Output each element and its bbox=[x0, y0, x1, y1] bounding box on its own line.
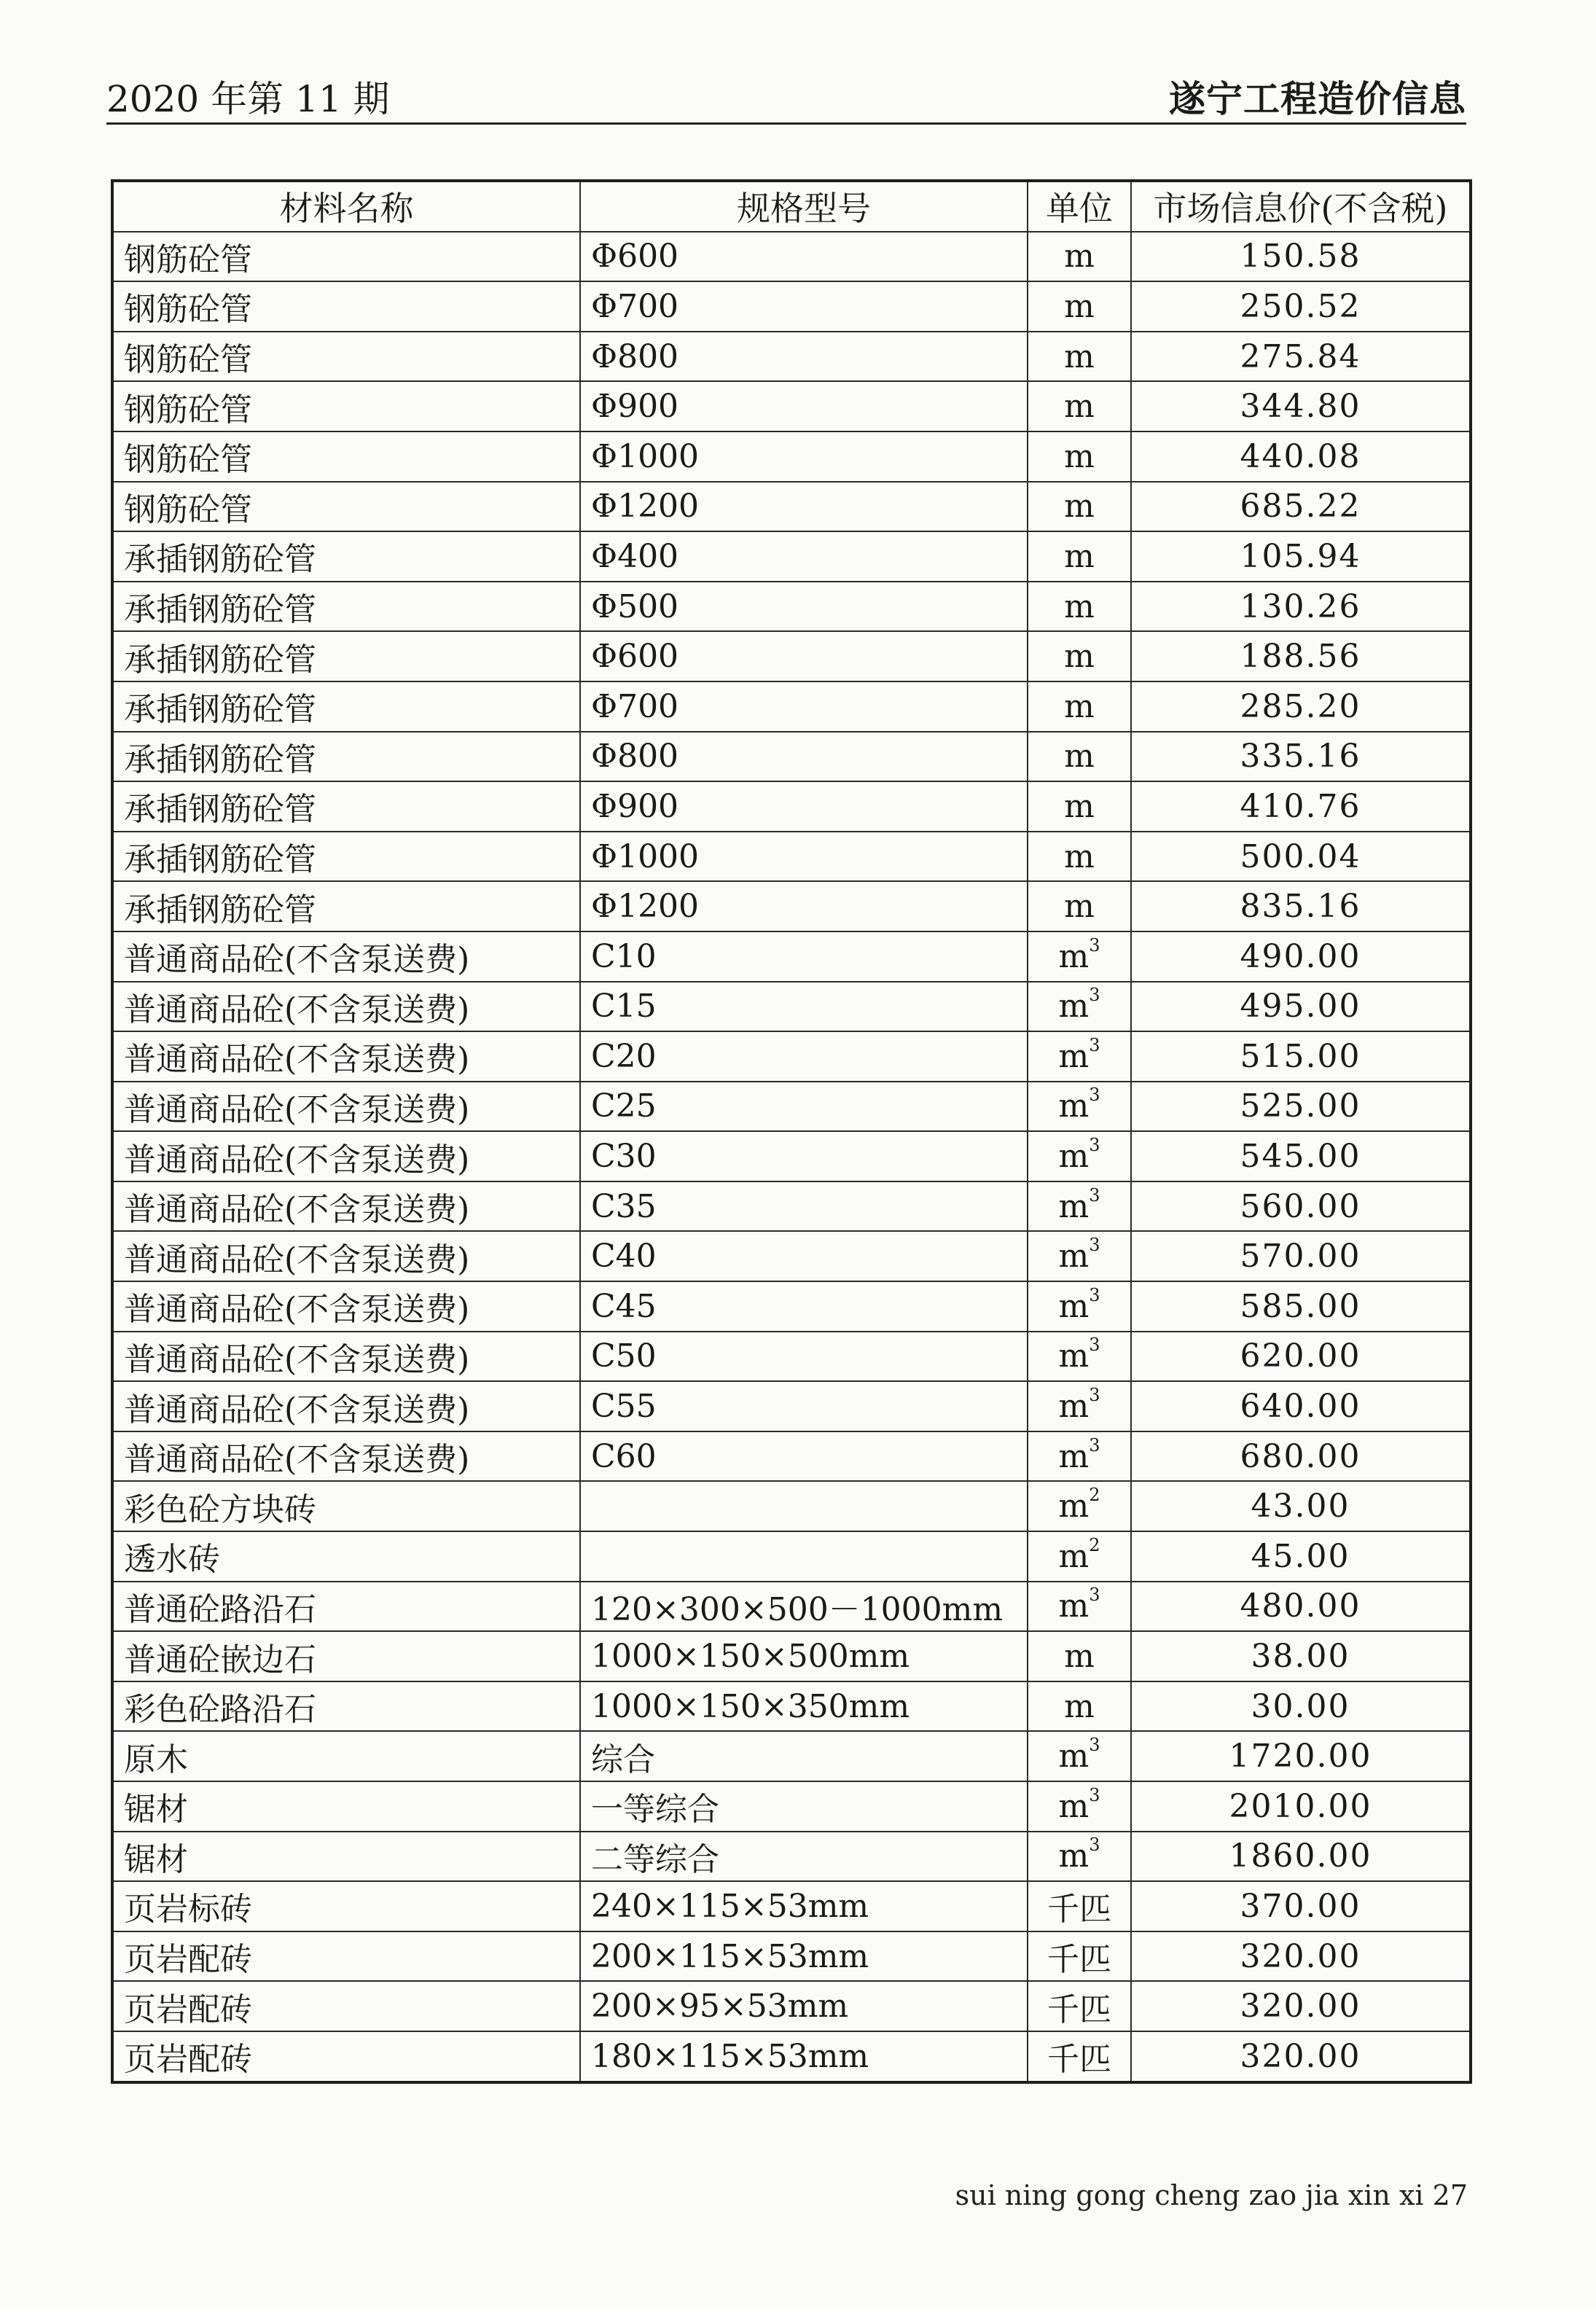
unit-base: m bbox=[1064, 337, 1095, 375]
cell-spec: 1000×150×350mm bbox=[580, 1681, 1028, 1732]
cell-spec: C30 bbox=[580, 1131, 1028, 1181]
cell-price: 835.16 bbox=[1131, 881, 1471, 931]
table-row bbox=[112, 1931, 1471, 1982]
cell-price: 560.00 bbox=[1131, 1181, 1471, 1232]
unit-base: m bbox=[1064, 837, 1095, 875]
cell-material-name: 彩色砼路沿石 bbox=[112, 1681, 580, 1732]
table-row bbox=[112, 1981, 1471, 2031]
cell-price: 545.00 bbox=[1131, 1131, 1471, 1181]
cell-unit bbox=[1028, 881, 1131, 931]
unit-exponent: 3 bbox=[1089, 1835, 1100, 1856]
cell-spec: Φ500 bbox=[580, 582, 1028, 632]
cell-spec: Φ800 bbox=[580, 332, 1028, 382]
cell-material-name: 普通商品砼(不含泵送费) bbox=[112, 1431, 580, 1482]
cell-material-name: 承插钢筋砼管 bbox=[112, 832, 580, 882]
cell-unit bbox=[1028, 1881, 1131, 1931]
cell-price: 525.00 bbox=[1131, 1082, 1471, 1132]
table-row bbox=[112, 582, 1471, 632]
cell-spec: 200×95×53mm bbox=[580, 1981, 1028, 2031]
unit-exponent: 3 bbox=[1089, 1085, 1100, 1106]
unit-exponent: 3 bbox=[1089, 1135, 1100, 1156]
cell-spec: Φ600 bbox=[580, 631, 1028, 681]
cell-price: 2010.00 bbox=[1131, 1781, 1471, 1832]
cell-price: 344.80 bbox=[1131, 381, 1471, 431]
cell-price: 130.26 bbox=[1131, 582, 1471, 632]
cell-spec: Φ700 bbox=[580, 281, 1028, 332]
unit-base: m bbox=[1058, 988, 1090, 1025]
table-row bbox=[112, 482, 1471, 532]
cell-unit bbox=[1028, 1031, 1131, 1082]
cell-material-name: 钢筋砼管 bbox=[112, 232, 580, 282]
cell-price: 335.16 bbox=[1131, 732, 1471, 782]
cell-price: 570.00 bbox=[1131, 1231, 1471, 1281]
cell-material-name: 普通商品砼(不含泵送费) bbox=[112, 931, 580, 982]
cell-spec: C60 bbox=[580, 1431, 1028, 1482]
cell-price: 250.52 bbox=[1131, 281, 1471, 332]
cell-spec: C20 bbox=[580, 1031, 1028, 1082]
table-row bbox=[112, 1131, 1471, 1181]
unit-base: m bbox=[1064, 388, 1095, 426]
cell-unit bbox=[1028, 1781, 1131, 1832]
cell-price: 495.00 bbox=[1131, 982, 1471, 1032]
cell-material-name: 承插钢筋砼管 bbox=[112, 582, 580, 632]
unit-base: m bbox=[1058, 1537, 1090, 1575]
table-row bbox=[112, 531, 1471, 582]
cell-unit bbox=[1028, 1181, 1131, 1232]
cell-unit bbox=[1028, 1381, 1131, 1431]
table-row bbox=[112, 1332, 1471, 1382]
cell-unit bbox=[1028, 1531, 1131, 1582]
table-row bbox=[112, 1082, 1471, 1132]
table-row bbox=[112, 1881, 1471, 1931]
unit-base: m bbox=[1064, 687, 1095, 725]
table-body bbox=[112, 232, 1471, 2082]
cell-material-name: 承插钢筋砼管 bbox=[112, 881, 580, 931]
table-row bbox=[112, 781, 1471, 832]
unit-base: m bbox=[1064, 1687, 1095, 1725]
price-table bbox=[111, 179, 1472, 2084]
cell-material-name: 普通商品砼(不含泵送费) bbox=[112, 982, 580, 1032]
cell-spec: Φ1000 bbox=[580, 431, 1028, 482]
cell-unit bbox=[1028, 681, 1131, 732]
cell-spec: C15 bbox=[580, 982, 1028, 1032]
table-row bbox=[112, 232, 1471, 282]
unit-base: m bbox=[1064, 638, 1095, 676]
publication-title: 遂宁工程造价信息 bbox=[1169, 77, 1466, 120]
cell-material-name: 承插钢筋砼管 bbox=[112, 631, 580, 681]
unit-base: m bbox=[1064, 738, 1095, 775]
table-row bbox=[112, 881, 1471, 931]
cell-unit bbox=[1028, 1582, 1131, 1632]
table-row bbox=[112, 1781, 1471, 1832]
table-row bbox=[112, 1531, 1471, 1582]
table-row bbox=[112, 1231, 1471, 1281]
cell-unit bbox=[1028, 1431, 1131, 1482]
cell-unit bbox=[1028, 982, 1131, 1032]
table-row bbox=[112, 1481, 1471, 1531]
cell-spec: 120×300×500－1000mm bbox=[580, 1582, 1028, 1632]
cell-material-name: 普通砼嵌边石 bbox=[112, 1631, 580, 1681]
cell-price: 43.00 bbox=[1131, 1481, 1471, 1531]
cell-material-name: 承插钢筋砼管 bbox=[112, 531, 580, 582]
unit-base: m bbox=[1064, 287, 1095, 325]
cell-spec: Φ900 bbox=[580, 781, 1028, 832]
table-row bbox=[112, 1381, 1471, 1431]
cell-price: 320.00 bbox=[1131, 1981, 1471, 2031]
unit-exponent: 2 bbox=[1089, 1534, 1100, 1555]
table-row bbox=[112, 1832, 1471, 1882]
cell-material-name: 承插钢筋砼管 bbox=[112, 732, 580, 782]
table-row bbox=[112, 732, 1471, 782]
cell-material-name: 普通砼路沿石 bbox=[112, 1582, 580, 1632]
cell-unit bbox=[1028, 1131, 1131, 1181]
cell-unit bbox=[1028, 1731, 1131, 1781]
unit-base: 千匹 bbox=[1047, 1990, 1111, 2028]
cell-unit bbox=[1028, 631, 1131, 681]
cell-material-name: 普通商品砼(不含泵送费) bbox=[112, 1082, 580, 1132]
cell-price: 585.00 bbox=[1131, 1281, 1471, 1332]
cell-spec bbox=[580, 1531, 1028, 1582]
cell-material-name: 普通商品砼(不含泵送费) bbox=[112, 1332, 580, 1382]
unit-base: m bbox=[1058, 1187, 1090, 1225]
cell-spec: Φ600 bbox=[580, 232, 1028, 282]
unit-exponent: 3 bbox=[1089, 1235, 1100, 1256]
cell-spec: C45 bbox=[580, 1281, 1028, 1332]
cell-spec: Φ1000 bbox=[580, 832, 1028, 882]
unit-base: m bbox=[1058, 1337, 1090, 1375]
table-row bbox=[112, 1631, 1471, 1681]
table-row bbox=[112, 431, 1471, 482]
cell-price: 480.00 bbox=[1131, 1582, 1471, 1632]
unit-base: m bbox=[1064, 238, 1095, 276]
cell-spec: Φ1200 bbox=[580, 482, 1028, 532]
unit-base: m bbox=[1058, 1238, 1090, 1275]
unit-base: m bbox=[1064, 437, 1095, 475]
column-header-spec: 规格型号 bbox=[580, 181, 1028, 232]
unit-exponent: 3 bbox=[1089, 1335, 1100, 1356]
cell-material-name: 普通商品砼(不含泵送费) bbox=[112, 1231, 580, 1281]
cell-unit bbox=[1028, 381, 1131, 431]
table-row bbox=[112, 1031, 1471, 1082]
unit-exponent: 2 bbox=[1089, 1485, 1100, 1506]
cell-spec: Φ1200 bbox=[580, 881, 1028, 931]
cell-material-name: 普通商品砼(不含泵送费) bbox=[112, 1381, 580, 1431]
cell-material-name: 钢筋砼管 bbox=[112, 482, 580, 532]
table-row bbox=[112, 681, 1471, 732]
cell-material-name: 普通商品砼(不含泵送费) bbox=[112, 1281, 580, 1332]
unit-exponent: 3 bbox=[1089, 1034, 1100, 1055]
cell-unit bbox=[1028, 1981, 1131, 2031]
cell-material-name: 透水砖 bbox=[112, 1531, 580, 1582]
cell-unit bbox=[1028, 431, 1131, 482]
cell-unit bbox=[1028, 1332, 1131, 1382]
cell-spec: Φ700 bbox=[580, 681, 1028, 732]
cell-material-name: 承插钢筋砼管 bbox=[112, 781, 580, 832]
cell-price: 640.00 bbox=[1131, 1381, 1471, 1431]
unit-exponent: 3 bbox=[1089, 985, 1100, 1006]
cell-price: 320.00 bbox=[1131, 1931, 1471, 1982]
unit-base: 千匹 bbox=[1047, 2041, 1111, 2079]
unit-base: m bbox=[1058, 1787, 1090, 1825]
cell-material-name: 彩色砼方块砖 bbox=[112, 1481, 580, 1531]
cell-price: 1720.00 bbox=[1131, 1731, 1471, 1781]
cell-spec: C35 bbox=[580, 1181, 1028, 1232]
cell-price: 38.00 bbox=[1131, 1631, 1471, 1681]
cell-price: 620.00 bbox=[1131, 1332, 1471, 1382]
cell-unit bbox=[1028, 1481, 1131, 1531]
unit-base: m bbox=[1058, 1138, 1090, 1176]
cell-price: 285.20 bbox=[1131, 681, 1471, 732]
cell-unit bbox=[1028, 1832, 1131, 1882]
cell-spec: 240×115×53mm bbox=[580, 1881, 1028, 1931]
cell-material-name: 锯材 bbox=[112, 1832, 580, 1882]
unit-base: m bbox=[1064, 537, 1095, 575]
cell-unit bbox=[1028, 1681, 1131, 1732]
cell-price: 440.08 bbox=[1131, 431, 1471, 482]
unit-exponent: 3 bbox=[1089, 1385, 1100, 1406]
cell-unit bbox=[1028, 1281, 1131, 1332]
cell-price: 1860.00 bbox=[1131, 1832, 1471, 1882]
table-row bbox=[112, 381, 1471, 431]
cell-unit bbox=[1028, 232, 1131, 282]
cell-price: 515.00 bbox=[1131, 1031, 1471, 1082]
table-row bbox=[112, 1731, 1471, 1781]
cell-material-name: 承插钢筋砼管 bbox=[112, 681, 580, 732]
cell-material-name: 页岩配砖 bbox=[112, 1981, 580, 2031]
cell-price: 410.76 bbox=[1131, 781, 1471, 832]
cell-unit bbox=[1028, 781, 1131, 832]
cell-price: 30.00 bbox=[1131, 1681, 1471, 1732]
cell-price: 370.00 bbox=[1131, 1881, 1471, 1931]
cell-spec: 200×115×53mm bbox=[580, 1931, 1028, 1982]
cell-price: 45.00 bbox=[1131, 1531, 1471, 1582]
table-row bbox=[112, 631, 1471, 681]
table-row bbox=[112, 281, 1471, 332]
cell-spec: C40 bbox=[580, 1231, 1028, 1281]
table-row bbox=[112, 1681, 1471, 1732]
cell-material-name: 原木 bbox=[112, 1731, 580, 1781]
cell-price: 275.84 bbox=[1131, 332, 1471, 382]
cell-material-name: 钢筋砼管 bbox=[112, 332, 580, 382]
header-rule bbox=[106, 122, 1466, 125]
cell-price: 188.56 bbox=[1131, 631, 1471, 681]
cell-material-name: 钢筋砼管 bbox=[112, 431, 580, 482]
cell-spec: 180×115×53mm bbox=[580, 2031, 1028, 2082]
cell-spec: C10 bbox=[580, 931, 1028, 982]
unit-base: m bbox=[1058, 1037, 1090, 1075]
cell-price: 320.00 bbox=[1131, 2031, 1471, 2082]
cell-unit bbox=[1028, 482, 1131, 532]
unit-base: m bbox=[1058, 937, 1090, 975]
table-row bbox=[112, 332, 1471, 382]
cell-material-name: 页岩标砖 bbox=[112, 1881, 580, 1931]
table-row bbox=[112, 2031, 1471, 2082]
unit-exponent: 3 bbox=[1089, 1585, 1100, 1606]
cell-spec: 综合 bbox=[580, 1731, 1028, 1781]
table-header-row bbox=[112, 181, 1471, 232]
cell-price: 105.94 bbox=[1131, 531, 1471, 582]
cell-unit bbox=[1028, 531, 1131, 582]
cell-unit bbox=[1028, 1931, 1131, 1982]
cell-spec: C50 bbox=[580, 1332, 1028, 1382]
unit-exponent: 3 bbox=[1089, 934, 1100, 956]
table-row bbox=[112, 1181, 1471, 1232]
unit-exponent: 3 bbox=[1089, 1784, 1100, 1805]
unit-base: m bbox=[1064, 488, 1095, 526]
unit-base: m bbox=[1058, 1837, 1090, 1875]
cell-spec: Φ400 bbox=[580, 531, 1028, 582]
table-row bbox=[112, 931, 1471, 982]
cell-material-name: 锯材 bbox=[112, 1781, 580, 1832]
unit-base: m bbox=[1058, 1388, 1090, 1426]
unit-base: 千匹 bbox=[1047, 1891, 1111, 1929]
unit-base: m bbox=[1064, 1638, 1095, 1676]
cell-spec bbox=[580, 1481, 1028, 1531]
column-header-name: 材料名称 bbox=[112, 181, 580, 232]
cell-spec: Φ800 bbox=[580, 732, 1028, 782]
cell-material-name: 页岩配砖 bbox=[112, 1931, 580, 1982]
cell-unit bbox=[1028, 1082, 1131, 1132]
cell-unit bbox=[1028, 1231, 1131, 1281]
unit-base: m bbox=[1064, 587, 1095, 625]
unit-base: m bbox=[1064, 888, 1095, 926]
unit-base: m bbox=[1058, 1738, 1090, 1775]
unit-base: m bbox=[1058, 1087, 1090, 1125]
unit-exponent: 3 bbox=[1089, 1184, 1100, 1206]
issue-label: 2020 年第 11 期 bbox=[106, 78, 390, 120]
unit-base: m bbox=[1058, 1287, 1090, 1325]
cell-unit bbox=[1028, 1631, 1131, 1681]
cell-spec: 一等综合 bbox=[580, 1781, 1028, 1832]
cell-unit bbox=[1028, 732, 1131, 782]
table-row bbox=[112, 982, 1471, 1032]
unit-base: m bbox=[1058, 1437, 1090, 1475]
cell-price: 685.22 bbox=[1131, 482, 1471, 532]
cell-material-name: 钢筋砼管 bbox=[112, 381, 580, 431]
cell-unit bbox=[1028, 281, 1131, 332]
cell-spec: 二等综合 bbox=[580, 1832, 1028, 1882]
unit-exponent: 3 bbox=[1089, 1434, 1100, 1456]
page-header bbox=[106, 70, 1466, 125]
cell-spec: C55 bbox=[580, 1381, 1028, 1431]
unit-exponent: 3 bbox=[1089, 1735, 1100, 1756]
unit-base: m bbox=[1058, 1587, 1090, 1625]
unit-exponent: 3 bbox=[1089, 1284, 1100, 1305]
unit-base: 千匹 bbox=[1047, 1941, 1111, 1979]
cell-material-name: 钢筋砼管 bbox=[112, 281, 580, 332]
cell-price: 150.58 bbox=[1131, 232, 1471, 282]
cell-spec: 1000×150×500mm bbox=[580, 1631, 1028, 1681]
cell-unit bbox=[1028, 832, 1131, 882]
cell-material-name: 普通商品砼(不含泵送费) bbox=[112, 1181, 580, 1232]
column-header-unit: 单位 bbox=[1028, 181, 1131, 232]
cell-material-name: 页岩配砖 bbox=[112, 2031, 580, 2082]
cell-price: 500.04 bbox=[1131, 832, 1471, 882]
table-row bbox=[112, 832, 1471, 882]
page-footer: sui ning gong cheng zao jia xin xi 27 bbox=[955, 2179, 1468, 2211]
cell-spec: Φ900 bbox=[580, 381, 1028, 431]
table-row bbox=[112, 1281, 1471, 1332]
cell-price: 680.00 bbox=[1131, 1431, 1471, 1482]
cell-unit bbox=[1028, 2031, 1131, 2082]
cell-unit bbox=[1028, 931, 1131, 982]
unit-base: m bbox=[1058, 1488, 1090, 1525]
cell-material-name: 普通商品砼(不含泵送费) bbox=[112, 1031, 580, 1082]
cell-price: 490.00 bbox=[1131, 931, 1471, 982]
cell-material-name: 普通商品砼(不含泵送费) bbox=[112, 1131, 580, 1181]
column-header-price: 市场信息价(不含税) bbox=[1131, 181, 1471, 232]
cell-spec: C25 bbox=[580, 1082, 1028, 1132]
unit-base: m bbox=[1064, 787, 1095, 825]
cell-unit bbox=[1028, 582, 1131, 632]
table-row bbox=[112, 1431, 1471, 1482]
cell-unit bbox=[1028, 332, 1131, 382]
table-row bbox=[112, 1582, 1471, 1632]
